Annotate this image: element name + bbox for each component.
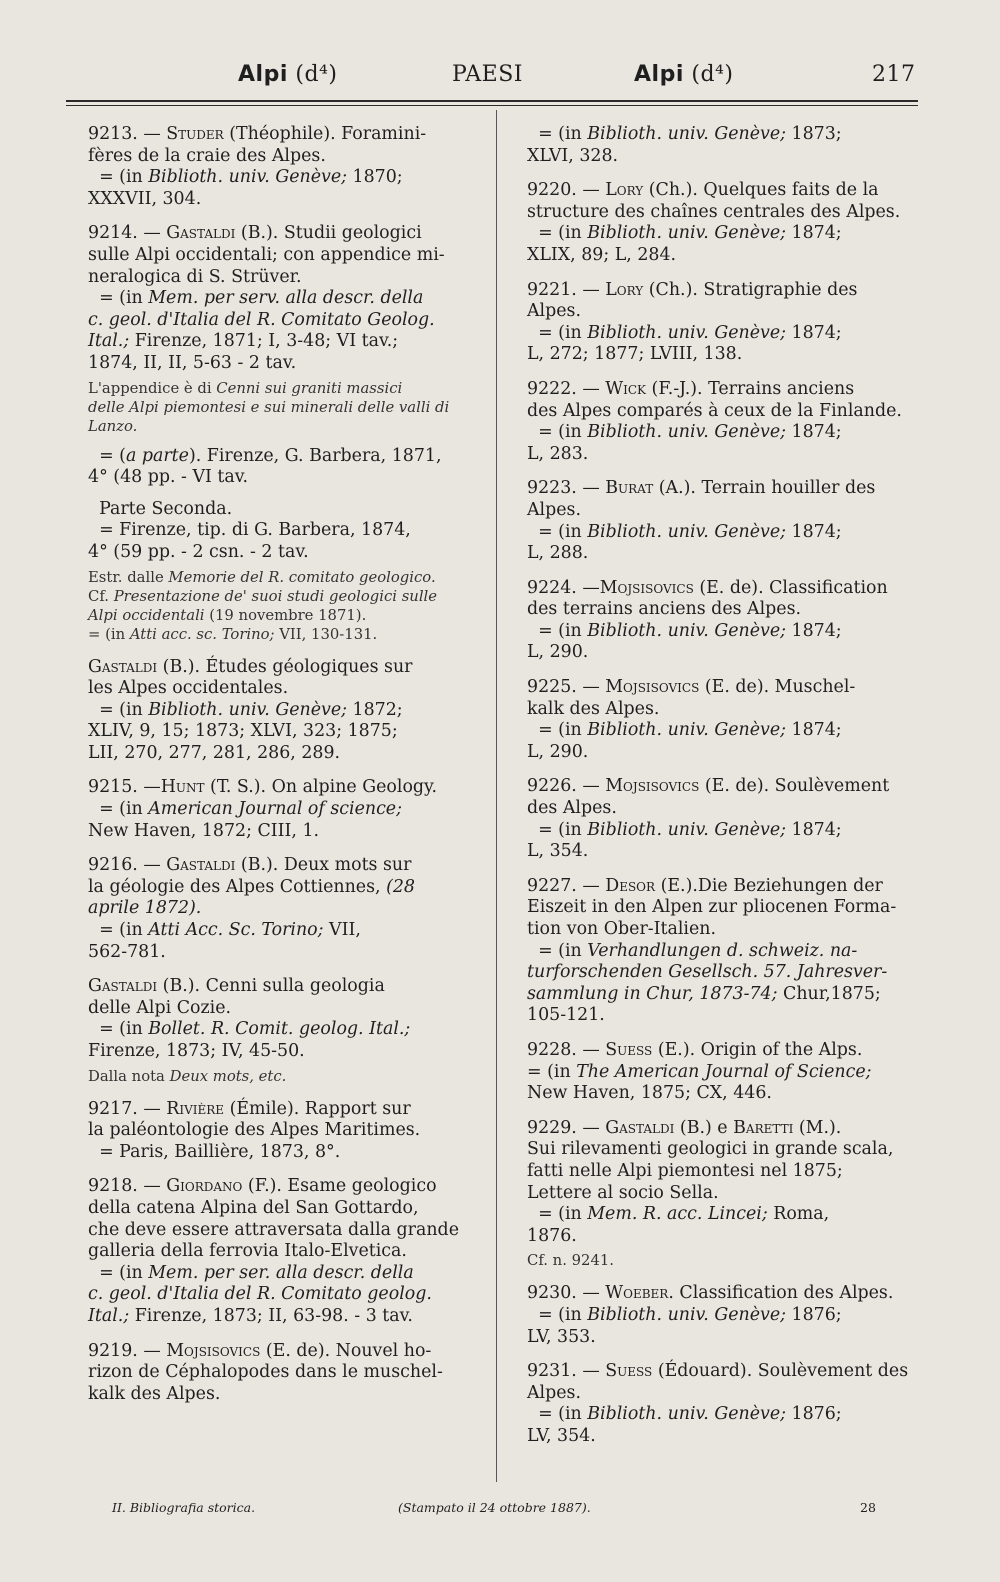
header-center: PAESI (452, 62, 523, 87)
right-column (527, 124, 919, 1460)
entry-note: Estr. dalle Memorie del R. comitato geologico. Cf. Presentazione de' suoi studi geologici sulle Alpi occidentali (19 novembre 1871). = (in Atti acc. sc. Torino; VII, 130-131. (88, 568, 438, 643)
entry-gastaldi-etudes: Gastaldi (B.). Études géologiques sur les Alpes occidentales. = (in Biblioth. univ. Genève; 1872; XLIV, 9, 15; 1873; XLVI, 323; 1875; LII, 270, 277, 281, 286, 289. (88, 656, 413, 763)
column-divider (496, 110, 497, 1482)
footer-left: II. Bibliografia storica. (112, 1500, 256, 1515)
entry-9221: 9221. — Lory (Ch.). Stratigraphie des Alpes. = (in Biblioth. univ. Genève; 1874; L, 272; 1877; LVIII, 138. (527, 279, 858, 365)
entry-gastaldi-cenni: Gastaldi (B.). Cenni sulla geologia delle Alpi Cozie. = (in Bollet. R. Comit. geolog. Ital.; Firenze, 1873; IV, 45-50. Dalla nota Deux mots, etc. (88, 976, 480, 1085)
entry-9219-continued: = (in Biblioth. univ. Genève; 1873; XLVI, 328. (527, 124, 842, 166)
entry-9219: 9219. — Mojsisovics (E. de). Nouvel ho- rizon de Céphalopodes dans le muschel- kalk des Alpes. (88, 1340, 443, 1404)
entry-9213: 9213. — Studer (Théophile). Foramini- fères de la craie des Alpes. = (in Biblioth. univ. Genève; 1870; XXXVII, 304. (88, 124, 427, 209)
entry-9216: 9216. — Gastaldi (B.). Deux mots sur la géologie des Alpes Cottiennes, (28 aprile 1872). = (in Atti Acc. Sc. Torino; VII, 562-781. (88, 855, 415, 962)
entry-note: Cf. n. 9241. (527, 1252, 614, 1270)
header-rule-thin (66, 105, 918, 106)
footer-center: (Stampato il 24 ottobre 1887). (398, 1500, 591, 1515)
entry-9226: 9226. — Mojsisovics (E. de). Soulèvement des Alpes. = (in Biblioth. univ. Genève; 1874; L, 354. (527, 776, 890, 862)
header-right-sup: (d⁴) (691, 62, 734, 87)
entry-9229: 9229. — Gastaldi (B.) e Baretti (M.). Sui rilevamenti geologici in grande scala, fatti nelle Alpi piemontesi nel 1875; Lettere al socio Sella. = (in Mem. R. acc. Lincei; Roma, 1876. Cf. n. 9241. (527, 1118, 919, 1271)
entry-9215: 9215. —Hunt (T. S.). On alpine Geology. = (in American Journal of science; New Haven, 1872; CIII, 1. (88, 777, 438, 841)
entry-9224: 9224. —Mojsisovics (E. de). Classification des terrains anciens des Alpes. = (in Biblioth. univ. Genève; 1874; L, 290. (527, 577, 888, 663)
entry-9217: 9217. — Rivière (Émile). Rapport sur la paléontologie des Alpes Maritimes. = Paris, Baillière, 1873, 8°. (88, 1098, 421, 1162)
entry-9214: 9214. — Gastaldi (B.). Studii geologici sulle Alpi occidentali; con appendice mi- neralogica di S. Strüver. = (in Mem. per serv. alla descr. della c. geol. d'Italia del R. Comitato Geolog. Ital.; Firenze, 1871; I, 3-48; VI tav.; 1874, II, II, 5-63 - 2 tav. L'appendice è di Cenni sui graniti massici delle Alpi piemontesi e sui minerali delle valli di Lanzo. = (a parte). Firenze, G. Barbera, 1871, 4° (48 pp. - VI tav. Parte Seconda. = Firenze, tip. di G. Barbera, 1874, 4° (59 pp. - 2 csn. - 2 tav. Estr. dalle Memorie del R. comitato geologico. Cf. Presentazione de' suoi studi geologici sulle Alpi occidentali (19 novembre 1871). = (in Atti acc. sc. Torino; VII, 130-131. (88, 223, 480, 643)
footer-right: 28 (860, 1500, 876, 1515)
entry-9222: 9222. — Wick (F.-J.). Terrains anciens des Alpes comparés à ceux de la Finlande. = (in Biblioth. univ. Genève; 1874; L, 283. (527, 378, 902, 464)
entry-9218: 9218. — Giordano (F.). Esame geologico della catena Alpina del San Gottardo, che deve essere attraversata dalla grande galleria della ferrovia Italo-Elvetica. = (in Mem. per ser. alla descr. della c. geol. d'Italia del R. Comitato geolog. Ital.; Firenze, 1873; II, 63-98. - 3 tav. (88, 1176, 459, 1326)
entry-9231: 9231. — Suess (Édouard). Soulèvement des Alpes. = (in Biblioth. univ. Genève; 1876; LV, 354. (527, 1361, 909, 1446)
entry-9227: 9227. — Desor (E.).Die Beziehungen der Eiszeit in den Alpen zur pliocenen Forma- tion von Ober-Italien. = (in Verhandlungen d. schweiz. na- turforschenden Gesellsch. 57. Jahresver- sammlung in Chur, 1873-74; Chur,1875; 105-121. (527, 875, 897, 1026)
page-number: 217 (872, 62, 916, 87)
entry-9223: 9223. — Burat (A.). Terrain houiller des Alpes. = (in Biblioth. univ. Genève; 1874; L, 288. (527, 478, 876, 564)
entry-9220: 9220. — Lory (Ch.). Quelques faits de la structure des chaînes centrales des Alpes. = (in Biblioth. univ. Genève; 1874; XLIX, 89; L, 284. (527, 180, 901, 265)
header-left (238, 62, 337, 87)
entry-note: L'appendice è di Cenni sui graniti massici delle Alpi piemontesi e sui minerali delle valli di Lanzo. (88, 379, 450, 435)
entry-9225: 9225. — Mojsisovics (E. de). Muschel- kalk des Alpes. = (in Biblioth. univ. Genève; 1874; L, 290. (527, 677, 856, 762)
header-left-sup: (d⁴) (295, 62, 338, 87)
entry-9228: 9228. — Suess (E.). Origin of the Alps. = (in The American Journal of Science; New Haven, 1875; CX, 446. (527, 1039, 872, 1104)
header-left-title: Alpi (238, 62, 288, 87)
left-column (88, 124, 480, 1418)
header-right (634, 62, 733, 87)
header-rule (66, 100, 918, 102)
header-right-title: Alpi (634, 62, 684, 87)
entry-note: Dalla nota Deux mots, etc. (88, 1067, 287, 1085)
entry-9230: 9230. — Woeber. Classification des Alpes. = (in Biblioth. univ. Genève; 1876; LV, 353. (527, 1283, 894, 1347)
entry-author: Studer (166, 124, 224, 144)
